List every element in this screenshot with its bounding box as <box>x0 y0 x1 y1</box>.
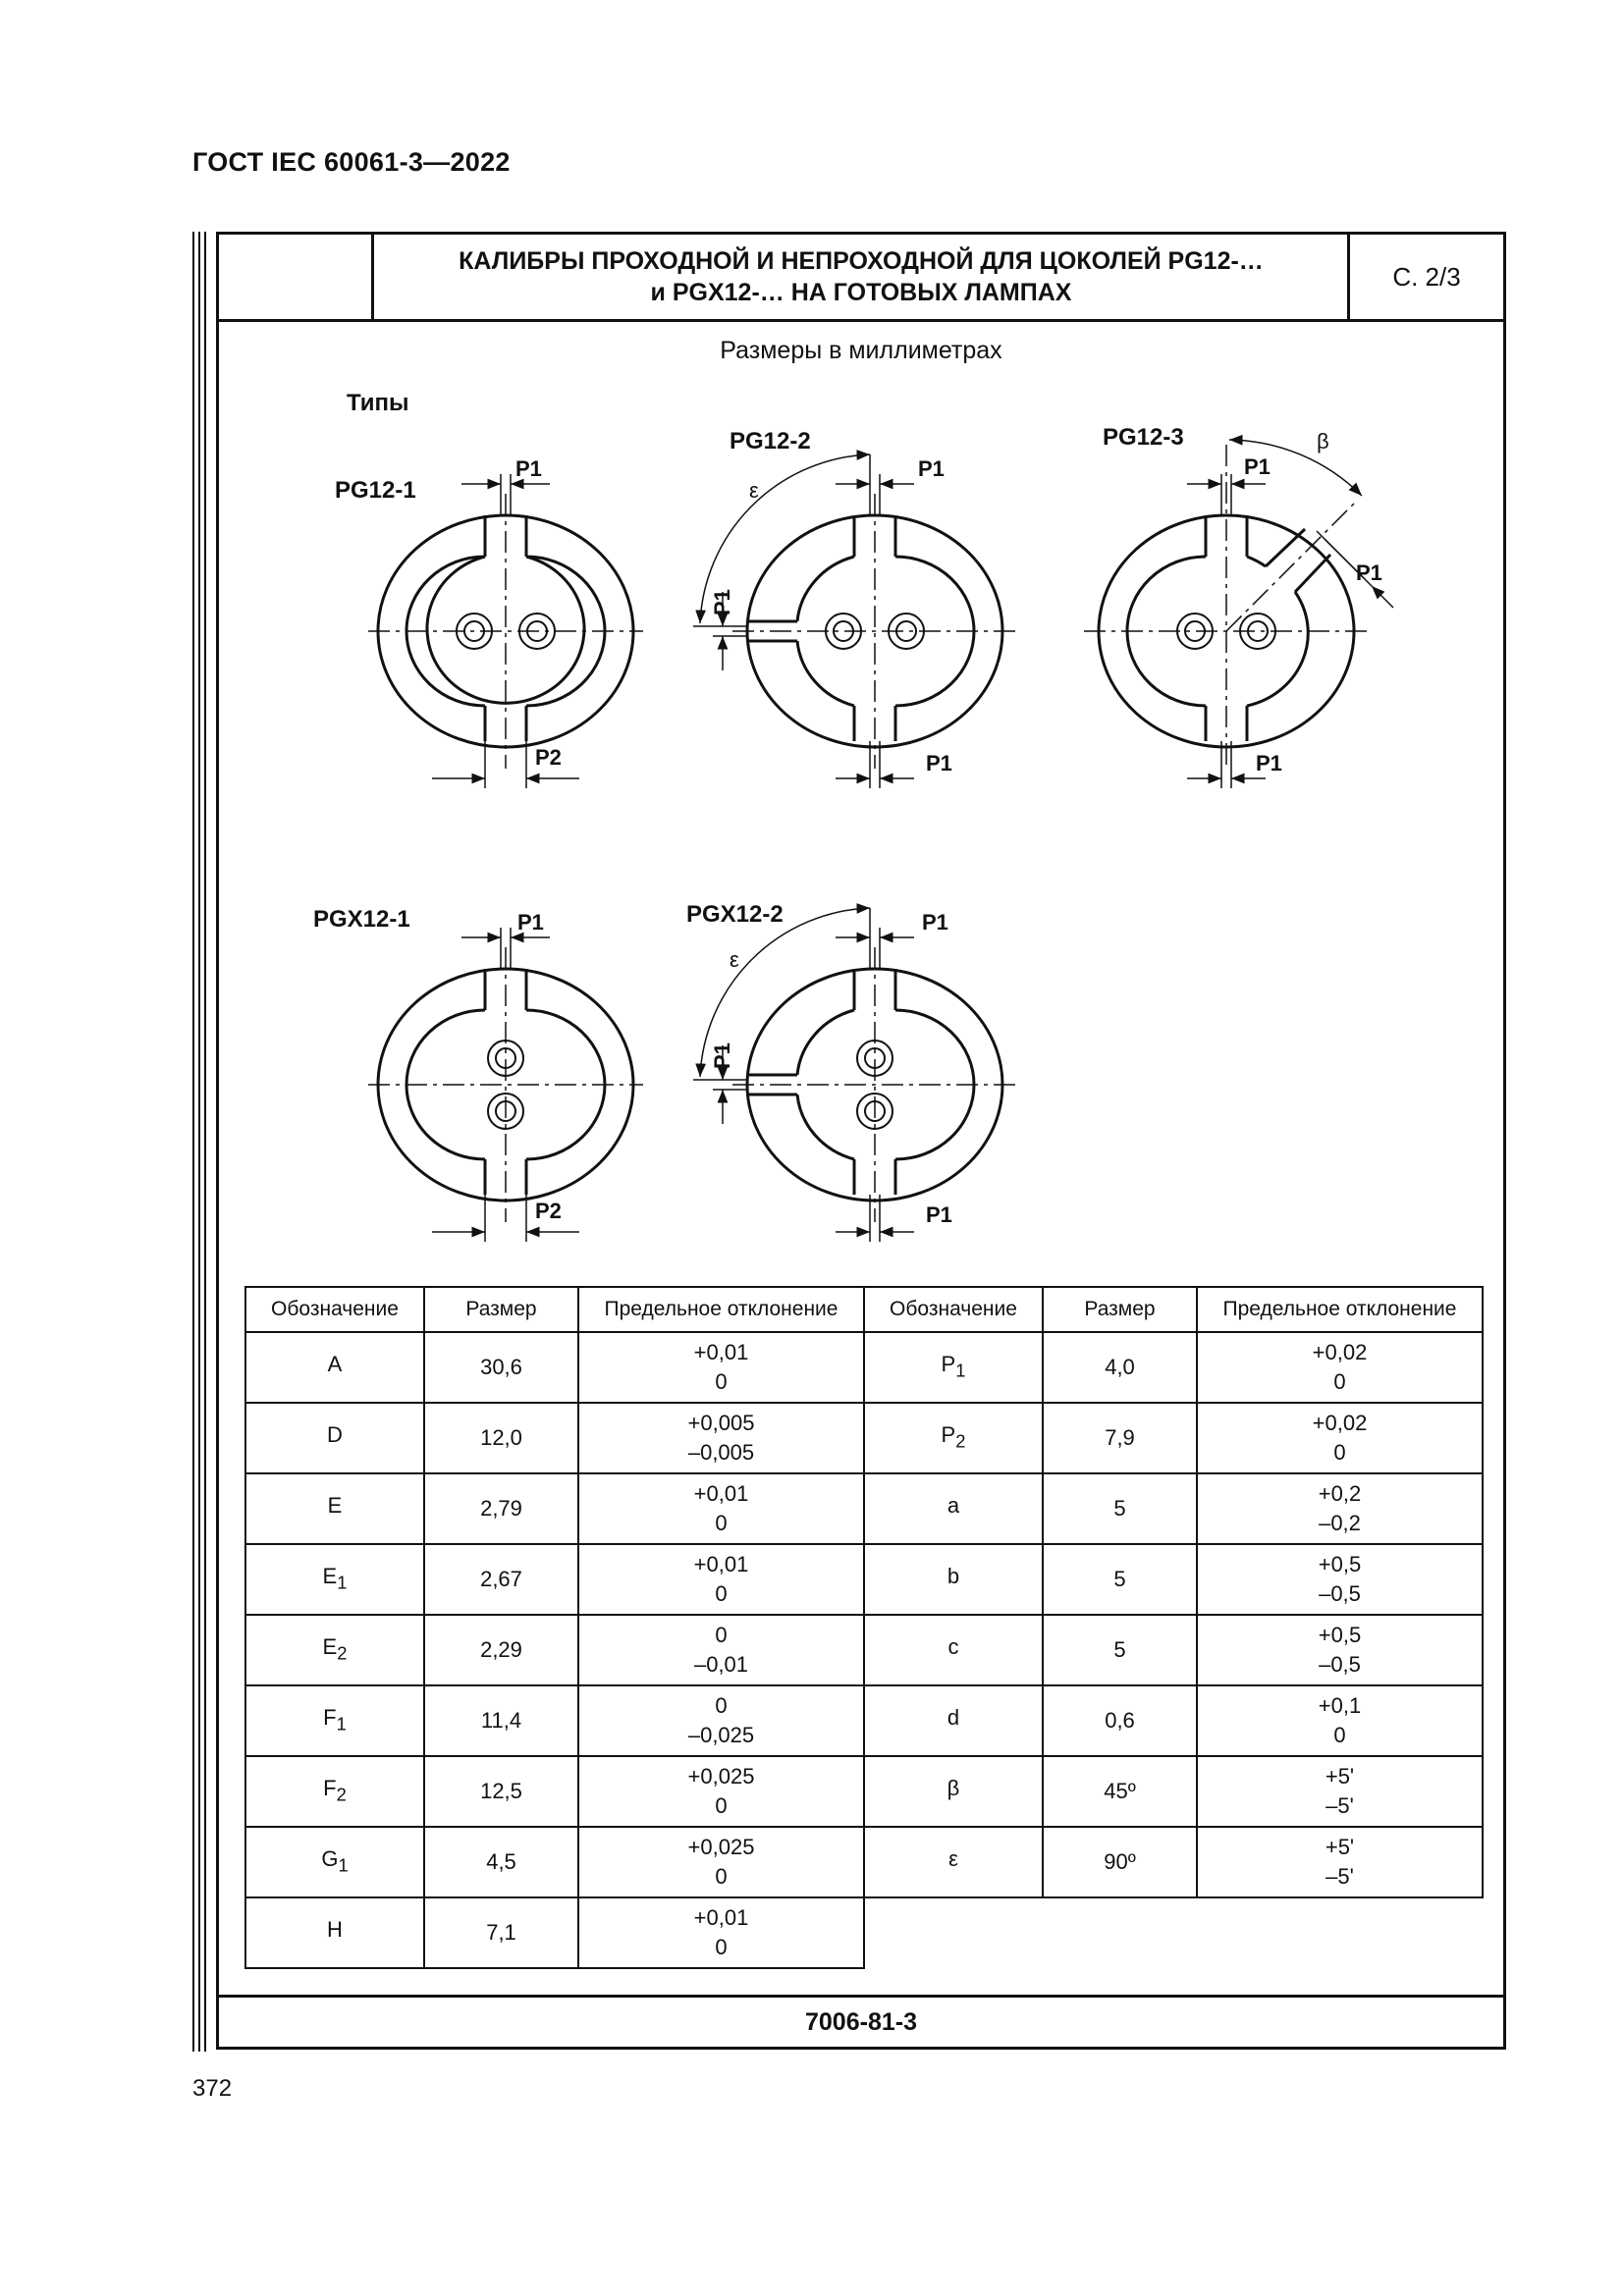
tolerance-upper: +0,02 <box>1312 1411 1368 1435</box>
tolerance-cell <box>578 1473 864 1544</box>
column-header: Размер <box>424 1287 578 1332</box>
figure-pg12-3 <box>1084 440 1393 788</box>
tolerance-upper: +0,5 <box>1318 1552 1362 1576</box>
tolerance-cell <box>578 1827 864 1897</box>
tolerance-cell <box>1197 1403 1483 1473</box>
document-header: ГОСТ IEC 60061-3—2022 <box>192 147 511 177</box>
tolerance-upper: +0,01 <box>693 1905 749 1930</box>
size-cell: 11,4 <box>424 1685 578 1756</box>
sheet-title-line2: и PGX12-… НА ГОТОВЫХ ЛАМПАХ <box>650 279 1072 306</box>
tolerance-lower: 0 <box>715 1511 728 1535</box>
designation-cell <box>245 1332 424 1403</box>
designation-symbol: G <box>321 1845 339 1871</box>
tolerance-lower: 0 <box>1333 1440 1346 1465</box>
tolerance-upper: +5' <box>1325 1835 1355 1859</box>
designation-symbol: β <box>947 1775 960 1800</box>
table-row <box>245 1685 1483 1756</box>
tolerance-upper: +0,025 <box>687 1764 755 1789</box>
sheet-footer-code: 7006-81-3 <box>219 1995 1503 2047</box>
page-number: 372 <box>192 2075 233 2102</box>
dim-pg12-2-p1-side: P1 <box>710 589 734 615</box>
tolerance-cell <box>578 1685 864 1756</box>
tolerance-cell <box>1197 1544 1483 1615</box>
dim-pgx12-1-p2: P2 <box>535 1199 562 1223</box>
designation-symbol: ε <box>948 1845 958 1871</box>
tolerance-lower: –5' <box>1325 1864 1354 1889</box>
tolerance-upper: 0 <box>715 1693 728 1718</box>
column-header: Обозначение <box>864 1287 1043 1332</box>
designation-cell <box>864 1544 1043 1615</box>
designation-symbol: P <box>941 1351 956 1376</box>
designation-cell <box>245 1615 424 1685</box>
dim-pg12-1-p1: P1 <box>515 456 542 481</box>
table-row <box>245 1473 1483 1544</box>
tolerance-upper: +0,01 <box>693 1340 749 1364</box>
table-row <box>245 1827 1483 1897</box>
table-row <box>245 1544 1483 1615</box>
size-cell: 12,5 <box>424 1756 578 1827</box>
tolerance-upper: +0,025 <box>687 1835 755 1859</box>
designation-cell <box>864 1332 1043 1403</box>
designation-subscript: 2 <box>337 1642 348 1664</box>
designation-symbol: E <box>322 1563 338 1588</box>
tolerance-lower: –0,005 <box>687 1440 755 1465</box>
size-cell: 5 <box>1043 1615 1197 1685</box>
designation-subscript: 1 <box>336 1713 347 1735</box>
tolerance-lower: 0 <box>1333 1723 1346 1747</box>
tolerance-upper: +0,01 <box>693 1552 749 1576</box>
sheet-page-ref: С. 2/3 <box>1347 235 1503 319</box>
dim-pg12-2-p1-top: P1 <box>918 456 945 481</box>
tolerance-cell <box>1197 1473 1483 1544</box>
designation-symbol: F <box>323 1775 337 1800</box>
designation-cell <box>245 1756 424 1827</box>
designation-cell <box>864 1756 1043 1827</box>
designation-cell <box>245 1685 424 1756</box>
designation-cell <box>245 1544 424 1615</box>
designation-subscript: 1 <box>955 1360 966 1381</box>
tolerance-lower: –5' <box>1325 1793 1354 1818</box>
tolerance-cell <box>1197 1685 1483 1756</box>
dim-pg12-3-p1-diag: P1 <box>1356 561 1382 585</box>
size-cell: 90º <box>1043 1827 1197 1897</box>
designation-subscript: 2 <box>336 1784 347 1805</box>
tolerance-lower: 0 <box>715 1935 728 1959</box>
designation-cell <box>864 1403 1043 1473</box>
dim-pg12-2-p1-bottom: P1 <box>926 751 952 775</box>
table-header-row <box>245 1287 1483 1332</box>
table-row <box>245 1897 1483 1968</box>
size-cell: 7,9 <box>1043 1403 1197 1473</box>
designation-symbol: E <box>322 1633 338 1659</box>
size-cell: 2,29 <box>424 1615 578 1685</box>
tolerance-lower: 0 <box>715 1369 728 1394</box>
tolerance-lower: –0,5 <box>1319 1652 1361 1677</box>
size-cell: 45º <box>1043 1756 1197 1827</box>
designation-symbol: P <box>941 1421 956 1447</box>
size-cell: 7,1 <box>424 1897 578 1968</box>
designation-symbol: H <box>327 1916 343 1942</box>
designation-symbol: D <box>327 1421 343 1447</box>
tolerance-lower: 0 <box>715 1793 728 1818</box>
designation-cell <box>864 1615 1043 1685</box>
dim-pgx12-1-p1: P1 <box>517 910 544 934</box>
dim-pg12-3-p1-top: P1 <box>1244 454 1271 479</box>
size-cell: 30,6 <box>424 1332 578 1403</box>
tolerance-cell <box>1197 1827 1483 1897</box>
designation-subscript: 2 <box>955 1430 966 1452</box>
sheet-frame <box>216 232 1506 2050</box>
tolerance-cell <box>1197 1756 1483 1827</box>
column-header: Предельное отклонение <box>578 1287 864 1332</box>
binding-margin-lines <box>189 232 212 2052</box>
table-row <box>245 1615 1483 1685</box>
designation-subscript: 1 <box>337 1572 348 1593</box>
tolerance-upper: +0,1 <box>1318 1693 1362 1718</box>
sheet-title-line1: КАЛИБРЫ ПРОХОДНОЙ И НЕПРОХОДНОЙ ДЛЯ ЦОКОЛЕЙ PG12-… <box>459 247 1264 275</box>
dimensions-table-body <box>245 1332 1483 1968</box>
column-header: Размер <box>1043 1287 1197 1332</box>
label-pgx12-2: PGX12-2 <box>686 901 784 928</box>
column-header: Предельное отклонение <box>1197 1287 1483 1332</box>
tolerance-cell <box>578 1756 864 1827</box>
size-cell: 4,0 <box>1043 1332 1197 1403</box>
tolerance-lower: –0,5 <box>1319 1581 1361 1606</box>
tolerance-cell <box>578 1615 864 1685</box>
dim-pg12-3-p1-bottom: P1 <box>1256 751 1282 775</box>
tolerance-lower: 0 <box>1333 1369 1346 1394</box>
size-cell: 2,67 <box>424 1544 578 1615</box>
tolerance-cell <box>1197 1332 1483 1403</box>
designation-cell <box>864 1827 1043 1897</box>
designation-cell <box>245 1827 424 1897</box>
tolerance-lower: 0 <box>715 1581 728 1606</box>
label-pg12-3: PG12-3 <box>1103 424 1184 451</box>
tolerance-upper: +0,01 <box>693 1481 749 1506</box>
designation-symbol: d <box>947 1704 960 1730</box>
dim-pg12-1-p2: P2 <box>535 745 562 770</box>
tolerance-lower: –0,01 <box>693 1652 749 1677</box>
tolerance-cell <box>578 1332 864 1403</box>
angle-pg12-2-epsilon: ε <box>749 478 759 503</box>
designation-symbol: a <box>947 1492 960 1518</box>
designation-symbol: F <box>323 1704 337 1730</box>
size-cell: 2,79 <box>424 1473 578 1544</box>
table-row <box>245 1403 1483 1473</box>
dim-pgx12-2-p1-bottom: P1 <box>926 1202 952 1227</box>
designation-subscript: 1 <box>338 1854 349 1876</box>
tolerance-upper: +0,005 <box>687 1411 755 1435</box>
label-pg12-1: PG12-1 <box>335 477 416 504</box>
figure-pgx12-2 <box>693 908 1017 1242</box>
figure-pg12-1 <box>368 474 643 788</box>
designation-cell <box>864 1685 1043 1756</box>
angle-pg12-3-beta: β <box>1317 429 1329 454</box>
technical-drawings <box>219 235 1503 1246</box>
tolerance-cell <box>578 1544 864 1615</box>
tolerance-lower: –0,2 <box>1319 1511 1361 1535</box>
designation-cell <box>245 1473 424 1544</box>
designation-symbol: A <box>327 1351 343 1376</box>
empty-cell <box>864 1897 1483 1968</box>
dim-pgx12-2-p1-top: P1 <box>922 910 948 934</box>
designation-cell <box>245 1897 424 1968</box>
dimensions-table <box>244 1286 1484 1969</box>
types-label: Типы <box>347 390 409 416</box>
size-cell: 0,6 <box>1043 1685 1197 1756</box>
designation-symbol: b <box>947 1563 960 1588</box>
table-row <box>245 1332 1483 1403</box>
tolerance-cell <box>578 1403 864 1473</box>
tolerance-upper: 0 <box>715 1623 728 1647</box>
tolerance-upper: +0,5 <box>1318 1623 1362 1647</box>
tolerance-upper: +0,2 <box>1318 1481 1362 1506</box>
tolerance-cell <box>1197 1615 1483 1685</box>
size-cell: 4,5 <box>424 1827 578 1897</box>
tolerance-cell <box>578 1897 864 1968</box>
column-header: Обозначение <box>245 1287 424 1332</box>
table-row <box>245 1756 1483 1827</box>
designation-symbol: c <box>947 1633 959 1659</box>
label-pg12-2: PG12-2 <box>730 428 811 454</box>
tolerance-upper: +0,02 <box>1312 1340 1368 1364</box>
size-cell: 5 <box>1043 1544 1197 1615</box>
size-cell: 5 <box>1043 1473 1197 1544</box>
tolerance-lower: 0 <box>715 1864 728 1889</box>
designation-cell <box>864 1473 1043 1544</box>
size-cell: 12,0 <box>424 1403 578 1473</box>
designation-symbol: E <box>327 1492 343 1518</box>
figure-pgx12-1 <box>368 928 643 1242</box>
tolerance-upper: +5' <box>1325 1764 1355 1789</box>
label-pgx12-1: PGX12-1 <box>313 906 410 933</box>
angle-pgx12-2-epsilon: ε <box>730 947 739 972</box>
designation-cell <box>245 1403 424 1473</box>
figure-pg12-2 <box>693 454 1017 788</box>
units-note: Размеры в миллиметрах <box>720 337 1002 364</box>
tolerance-lower: –0,025 <box>687 1723 755 1747</box>
dim-pgx12-2-p1-side: P1 <box>710 1042 734 1069</box>
